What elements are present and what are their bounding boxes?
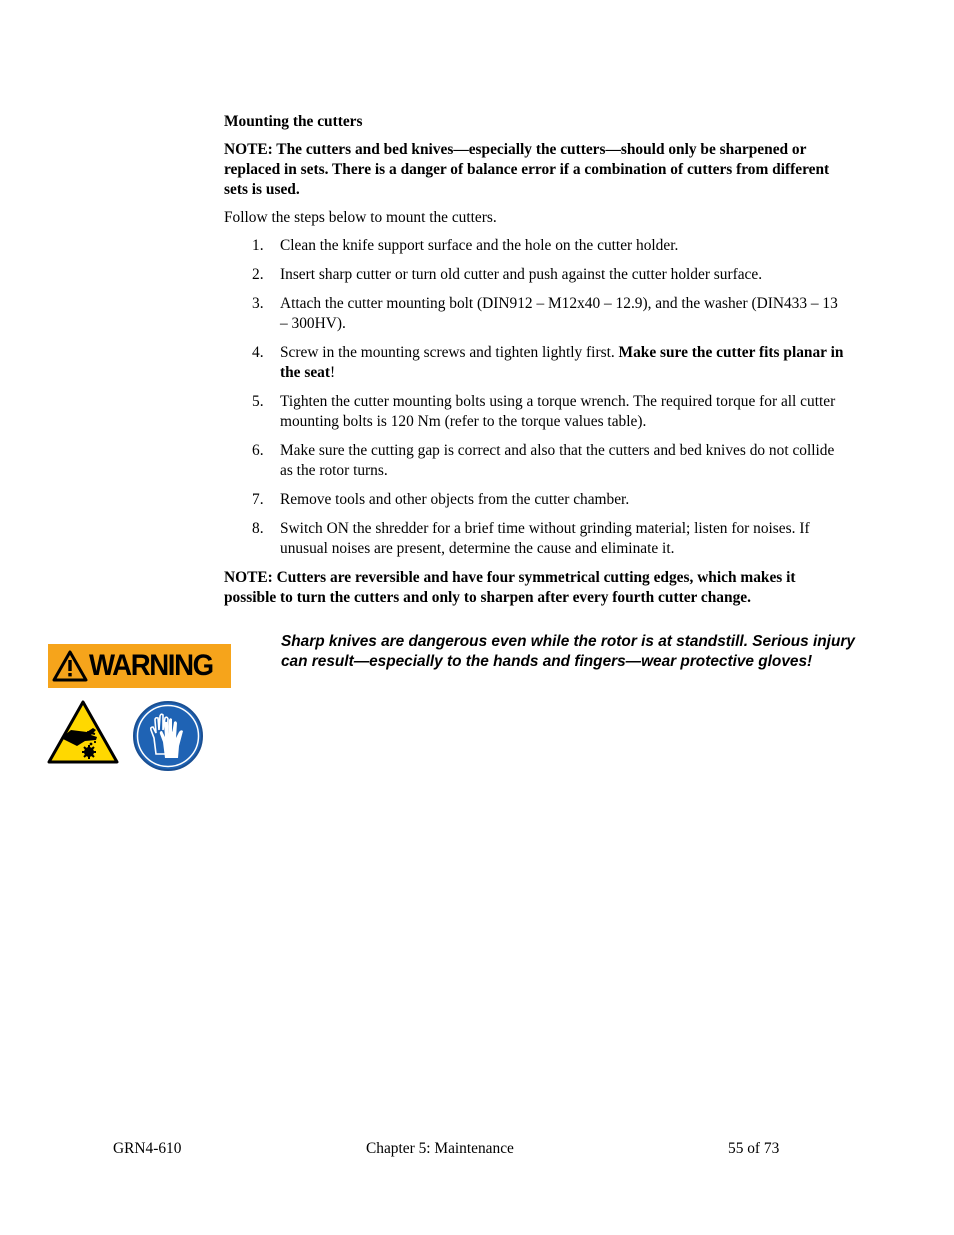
list-item — [224, 519, 844, 559]
step-number: 1. — [252, 237, 264, 254]
list-item — [224, 343, 844, 383]
list-item — [224, 236, 844, 256]
note-balance: NOTE: The cutters and bed knives—especially the cutters—should only be sharpened or replaced in sets. There is a danger of balance error if a combination of cutters from different sets is used. — [224, 141, 830, 198]
footer-chapter: Chapter 5: Maintenance — [366, 1140, 514, 1157]
note-reversible: NOTE: Cutters are reversible and have four symmetrical cutting edges, which makes it possible to turn the cutters and only to sharpen after every fourth cutter change. — [224, 569, 796, 606]
list-item — [224, 265, 844, 285]
footer-doc-id: GRN4-610 — [113, 1140, 182, 1157]
intro-paragraph: Follow the steps below to mount the cutters. — [224, 209, 497, 226]
list-item — [224, 392, 844, 432]
step-number: 8. — [252, 520, 264, 537]
step-number: 2. — [252, 266, 264, 283]
step-number: 4. — [252, 344, 264, 361]
warning-label: WARNING — [89, 649, 213, 682]
step-number: 7. — [252, 491, 264, 508]
hand-cut-hazard-icon — [47, 700, 119, 764]
main-content — [224, 112, 844, 608]
step-number: 3. — [252, 295, 264, 312]
step-text: Make sure the cutting gap is correct and also that the cutters and bed knives do not collide as the rotor turns. — [280, 442, 835, 479]
list-item — [224, 294, 844, 334]
warning-text: Sharp knives are dangerous even while the rotor is at standstill. Serious injury can result—especially to the hands and fingers—wear protective gloves! — [281, 633, 855, 670]
step-text: Screw in the mounting screws and tighten lightly first. — [280, 344, 619, 361]
step-text: Insert sharp cutter or turn old cutter and push against the cutter holder surface. — [280, 266, 763, 283]
step-text: Remove tools and other objects from the cutter chamber. — [280, 491, 630, 508]
step-text: Attach the cutter mounting bolt (DIN912 – M12x40 – 12.9), and the washer (DIN433 – 13 – 300HV). — [280, 295, 838, 332]
wear-gloves-icon — [132, 700, 204, 772]
list-item — [224, 490, 844, 510]
step-emphasis: Make sure the cutter fits planar in the seat — [280, 344, 844, 381]
step-text: Clean the knife support surface and the hole on the cutter holder. — [280, 237, 679, 254]
section-heading: Mounting the cutters — [224, 113, 363, 130]
step-number: 5. — [252, 393, 264, 410]
step-number: 6. — [252, 442, 264, 459]
step-tail: ! — [330, 364, 336, 381]
step-text: Tighten the cutter mounting bolts using a torque wrench. The required torque for all cutter mounting bolts is 120 Nm (refer to the torque values table). — [280, 393, 836, 430]
step-text: Switch ON the shredder for a brief time without grinding material; listen for noises. If unusual noises are present, determine the cause and eliminate it. — [280, 520, 810, 557]
steps-list — [224, 236, 844, 559]
list-item — [224, 441, 844, 481]
warning-triangle-icon — [52, 650, 88, 682]
warning-sign — [48, 644, 231, 688]
footer-page-number: 55 of 73 — [728, 1140, 780, 1157]
